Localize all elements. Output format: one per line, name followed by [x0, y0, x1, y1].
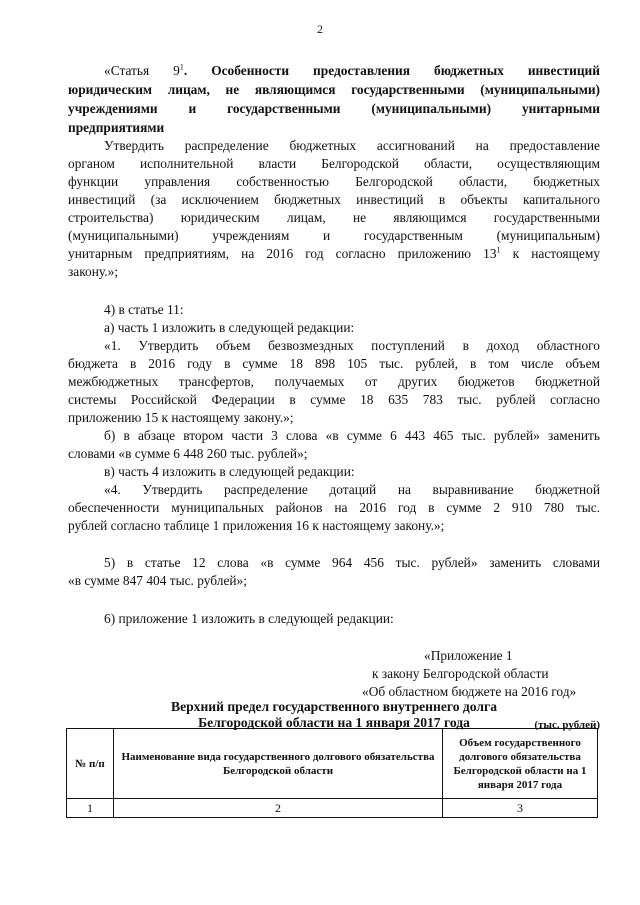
appendix-line-3: «Об областном бюджете на 2016 год» — [362, 684, 577, 699]
item4-v-label: в) часть 4 изложить в следующей редакции: — [104, 464, 355, 479]
item5-line-2: «в сумме 847 404 тыс. рублей»; — [68, 573, 247, 588]
debt-table — [66, 728, 598, 818]
item5-line-1: 5) в статье 12 слова «в сумме 964 456 тыс. рублей» заменить словами — [104, 555, 600, 570]
item4-a-label: а) часть 1 изложить в следующей редакции: — [104, 320, 355, 335]
article-body-line-2: органом исполнительной власти Белгородской области, осуществляющим — [68, 156, 600, 171]
header-obligation-volume: Объем государственного долгового обязательства Белгородской области на 1 января 2017 года — [443, 729, 598, 799]
article-body-line-7: унитарным предприятиям, на 2016 год согласно приложению $13^1$ к настоящему — [68, 245, 601, 261]
article-heading-line-1 — [104, 61, 600, 80]
article-body-line-5: строительства) юридическим лицам, не являющимся государственными — [68, 210, 600, 225]
article-body-line-4: инвестиций (за исключением бюджетных инвестиций в объекты капитального — [68, 192, 600, 207]
quote1-line-2: бюджета в 2016 году в сумме 18 898 105 тыс. рублей, в том числе объем — [68, 356, 600, 371]
header-obligation-type: Наименование вида государственного долгового обязательства Белгородской области — [114, 729, 443, 799]
column-number-3: 3 — [443, 799, 598, 818]
article-body-line-6: (муниципальными) учреждениям и государственным (муниципальным) — [68, 228, 600, 243]
article-heading-rest: . Особенности предоставления бюджетных инвестиций — [183, 63, 600, 78]
item4-heading: 4) в статье 11: — [104, 302, 184, 317]
quote1-end: приложению 15 к настоящему закону.»; — [68, 410, 294, 425]
article-heading-line-3: учреждениями и государственными (муниципальными) унитарными — [68, 101, 600, 116]
column-number-1: 1 — [67, 799, 114, 818]
header-number: № п/п — [67, 729, 114, 799]
article-sup: 1 — [179, 62, 184, 72]
article-body-line-3: функции управления собственностью Белгородской области, бюджетных — [68, 174, 600, 189]
quote4-line-1: «4. Утвердить распределение дотаций на выравнивание бюджетной — [104, 482, 600, 497]
quote1-line-1: «1. Утвердить объем безвозмездных поступлений в доход областного — [104, 338, 600, 353]
table-header-row — [67, 729, 598, 799]
quote4-end: рублей согласно таблице 1 приложения 16 к настоящему закону.»; — [68, 518, 445, 533]
page-number: 2 — [317, 22, 323, 36]
item4-b-line-1: б) в абзаце втором части 3 слова «в сумме 6 443 465 тыс. рублей» заменить — [104, 428, 600, 443]
item6-line-1: 6) приложение 1 изложить в следующей редакции: — [104, 611, 394, 626]
appendix-line-2: к закону Белгородской области — [372, 666, 549, 681]
quote1-line-4: системы Российской Федерации в сумме 18 635 783 тыс. рублей согласно — [68, 392, 600, 407]
table-column-numbers-row — [67, 799, 598, 818]
appendix-line-1: «Приложение 1 — [424, 648, 513, 663]
article-body-end: закону.»; — [68, 264, 119, 279]
quote4-line-2: обеспеченности муниципальных районов на 2016 год в сумме 2 910 780 тыс. — [68, 500, 600, 515]
column-number-2: 2 — [114, 799, 443, 818]
table-title-line-1: Верхний предел государственного внутреннего долга — [171, 699, 497, 714]
article-body-line-1: Утвердить распределение бюджетных ассигнований на предоставление — [104, 138, 600, 153]
article-heading-line-2: юридическим лицам, не являющимся государственными (муниципальными) — [68, 82, 600, 97]
article-prefix: «Статья 9 — [104, 63, 180, 78]
quote1-line-3: межбюджетных трансфертов, получаемых от других бюджетов бюджетной — [68, 374, 600, 389]
table-title-line-2: Белгородской области на 1 января 2017 года — [198, 715, 470, 730]
table-unit: (тыс. рублей) — [534, 719, 600, 731]
article-heading-line-4: предприятиями — [68, 120, 165, 135]
item4-b-line-2: словами «в сумме 6 448 260 тыс. рублей»; — [68, 446, 308, 461]
